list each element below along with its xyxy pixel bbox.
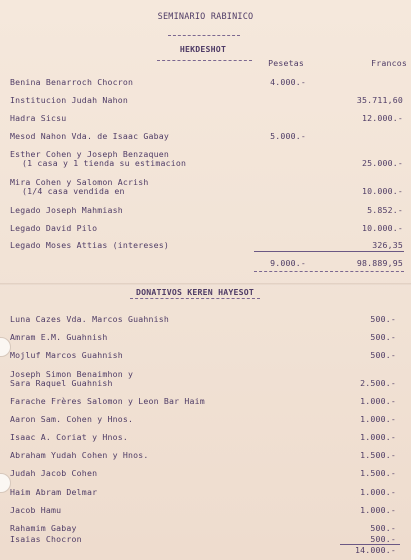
amount: 1.500.- — [360, 450, 396, 460]
donor-note: (1 casa y 1 tienda su estimacion — [22, 158, 187, 168]
donor-name: Aaron Sam. Cohen y Hnos. — [10, 414, 134, 424]
amount: 1.500.- — [360, 468, 396, 478]
donor-note: (1/4 casa vendida en — [22, 186, 125, 196]
column-header-pesetas: Pesetas — [268, 58, 304, 68]
amount: 2.500.- — [360, 378, 396, 388]
donor-name: Hadra Sicsu — [10, 113, 67, 123]
donor-name: Mesod Nahon Vda. de Isaac Gabay — [10, 131, 170, 141]
donor-name: Legado David Pilo — [10, 223, 98, 233]
amount: 1.000.- — [360, 396, 396, 406]
amount: 1.000.- — [360, 487, 396, 497]
donor-name: Isaias Chocron — [10, 534, 82, 544]
donor-name: Haim Abram Delmar — [10, 487, 98, 497]
document-title: SEMINARIO RABINICO — [157, 12, 254, 22]
donor-name: Jacob Hamu — [10, 505, 62, 515]
donor-name-line2: Sara Raquel Guahnish — [10, 378, 113, 388]
amount: 500.- — [370, 314, 396, 324]
amount-pesetas: 4.000.- — [270, 77, 306, 87]
totals-rule — [254, 251, 404, 252]
amount: 500.- — [370, 332, 396, 342]
amount-francos: 10.000.- — [361, 186, 403, 196]
amount-francos: 326,35 — [372, 240, 403, 250]
section-heading-donativos: DONATIVOS KEREN HAYESOT — [136, 287, 254, 297]
section-heading-underline — [130, 298, 260, 299]
donor-name: Legado Joseph Mahmiash — [10, 205, 123, 215]
amount: 1.000.- — [360, 414, 396, 424]
amount-francos: 12.000.- — [361, 113, 403, 123]
amount-francos: 35.711,60 — [356, 95, 403, 105]
amount-pesetas: 5.000.- — [270, 131, 306, 141]
donor-name: Luna Cazes Vda. Marcos Guahnish — [10, 314, 170, 324]
donor-name: Abraham Yudah Cohen y Hnos. — [10, 450, 149, 460]
amount-francos: 5.852.- — [367, 205, 403, 215]
donor-name: Esther Cohen y Joseph Benzaquen — [10, 149, 170, 159]
donor-name: Joseph Simon Benaimhon y — [10, 369, 134, 379]
fold-crease — [0, 283, 411, 286]
donor-name: Institucion Judah Nahon — [10, 95, 128, 105]
donor-name: Judah Jacob Cohen — [10, 468, 98, 478]
column-header-francos: Francos — [371, 58, 407, 68]
total-donativos: 14.000.- — [354, 545, 396, 555]
section-heading-hekdeshot: HEKDESHOT — [179, 44, 227, 54]
amount: 500.- — [370, 534, 396, 544]
donor-name: Amram E.M. Guahnish — [10, 332, 108, 342]
total-pesetas: 9.000.- — [270, 258, 306, 268]
donor-name: Benina Benarroch Chocron — [10, 77, 134, 87]
totals-double-rule — [254, 271, 404, 272]
donor-name: Legado Moses Attias (intereses) — [10, 240, 170, 250]
total-francos: 98.889,95 — [356, 258, 403, 268]
amount-francos: 25.000.- — [361, 158, 403, 168]
donor-name: Rahamim Gabay — [10, 523, 77, 533]
amount: 1.000.- — [360, 432, 396, 442]
title-underline — [168, 35, 240, 36]
donor-name: Mira Cohen y Salomon Acrish — [10, 177, 149, 187]
amount: 500.- — [370, 523, 396, 533]
donor-name: Farache Frères Salomon y Leon Bar Haim — [10, 396, 205, 406]
amount-francos: 10.000.- — [361, 223, 403, 233]
donor-name: Isaac A. Coriat y Hnos. — [10, 432, 128, 442]
donor-name: Mojluf Marcos Guahnish — [10, 350, 123, 360]
amount: 500.- — [370, 350, 396, 360]
amount: 1.000.- — [360, 505, 396, 515]
section-heading-underline — [157, 60, 252, 61]
